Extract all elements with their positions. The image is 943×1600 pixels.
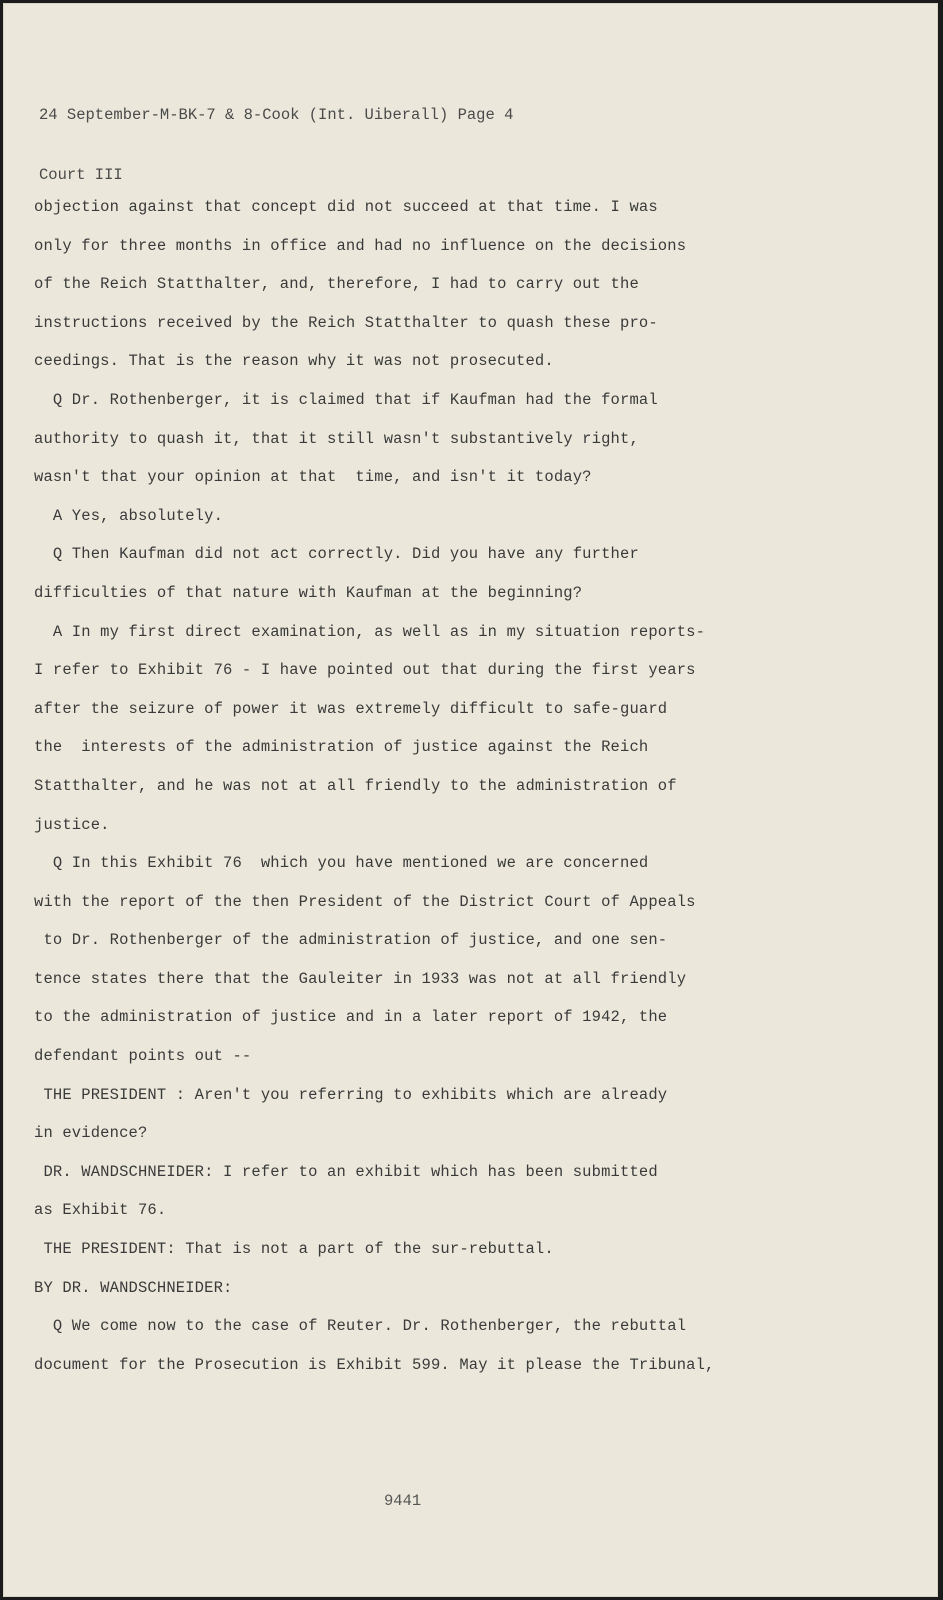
transcript-body xyxy=(34,197,914,1393)
transcript-line: objection against that concept did not succeed at that time. I was xyxy=(34,198,658,216)
page-number: 9441 xyxy=(384,1492,422,1510)
transcript-line: the interests of the administration of justice against the Reich xyxy=(34,738,649,757)
transcript-line: Q Dr. Rothenberger, it is claimed that if Kaufman had the formal xyxy=(34,390,658,409)
transcript-line: A In my first direct examination, as well as in my situation reports- xyxy=(34,622,706,641)
transcript-line: difficulties of that nature with Kaufman at the beginning? xyxy=(34,583,583,602)
transcript-line: instructions received by the Reich Statthalter to quash these pro- xyxy=(34,313,658,332)
transcript-line: authority to quash it, that it still wasn't substantively right, xyxy=(34,429,639,448)
transcript-line: of the Reich Statthalter, and, therefore, I had to carry out the xyxy=(34,275,639,294)
transcript-line: to the administration of justice and in a later report of 1942, the xyxy=(34,1008,668,1027)
transcript-line: document for the Prosecution is Exhibit 599. May it please the Tribunal, xyxy=(34,1355,715,1374)
transcript-line: with the report of the then President of the District Court of Appeals xyxy=(34,892,696,911)
header-line-1: 24 September-M-BK-7 & 8-Cook (Int. Uiberall) Page 4 xyxy=(39,106,514,124)
transcript-line: as Exhibit 76. xyxy=(34,1201,167,1220)
transcript-line: defendant points out -- xyxy=(34,1047,252,1066)
transcript-line: A Yes, absolutely. xyxy=(34,506,224,525)
transcript-line: BY DR. WANDSCHNEIDER: xyxy=(34,1278,233,1297)
transcript-line: to Dr. Rothenberger of the administration of justice, and one sen- xyxy=(34,931,668,950)
transcript-line: THE PRESIDENT : Aren't you referring to exhibits which are already xyxy=(34,1085,668,1104)
transcript-line: justice. xyxy=(34,815,110,834)
transcript-line: Q Then Kaufman did not act correctly. Did you have any further xyxy=(34,545,639,564)
transcript-line: wasn't that your opinion at that time, and isn't it today? xyxy=(34,468,592,487)
transcript-line: Q We come now to the case of Reuter. Dr. Rothenberger, the rebuttal xyxy=(34,1317,687,1336)
document-page xyxy=(3,3,938,1597)
transcript-line: after the seizure of power it was extremely difficult to safe-guard xyxy=(34,699,668,718)
transcript-line: only for three months in office and had no influence on the decisions xyxy=(34,236,687,255)
transcript-line: tence states there that the Gauleiter in 1933 was not at all friendly xyxy=(34,969,687,988)
transcript-line: Statthalter, and he was not at all friendly to the administration of xyxy=(34,776,677,795)
transcript-line: in evidence? xyxy=(34,1124,148,1143)
transcript-line: ceedings. That is the reason why it was not prosecuted. xyxy=(34,352,554,371)
transcript-line: I refer to Exhibit 76 - I have pointed out that during the first years xyxy=(34,661,696,680)
header-line-2: Court III xyxy=(39,166,123,184)
transcript-line: DR. WANDSCHNEIDER: I refer to an exhibit which has been submitted xyxy=(34,1162,658,1181)
transcript-line: THE PRESIDENT: That is not a part of the sur-rebuttal. xyxy=(34,1240,554,1259)
transcript-line: Q In this Exhibit 76 which you have mentioned we are concerned xyxy=(34,854,649,873)
